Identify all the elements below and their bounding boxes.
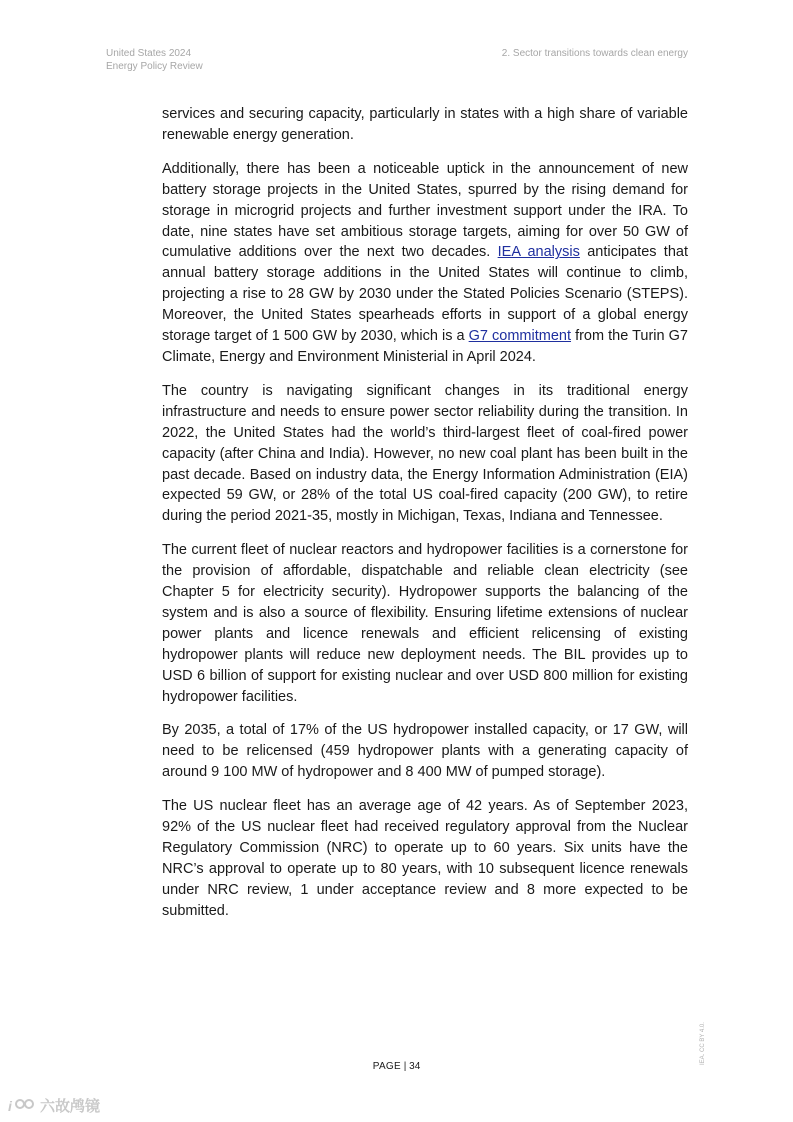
- license-text: IEA. CC BY 4.0.: [700, 1022, 706, 1065]
- watermark-text: 六故鸬镜: [40, 1098, 101, 1115]
- paragraph-4: The current fleet of nuclear reactors and hydropower facilities is a cornerstone for the provision of affordable, dispatchable and reliable clean electricity (see Chapter 5 for electricity security). Hydropower supports the balancing of the system and is also a source of flexibility. Ensuring lifetime extensions of nuclear power plants and licence renewals and efficient relicensing of existing hydropower plants will reduce new deployment needs. The BIL provides up to USD 6 billion of support for existing nuclear and over USD 800 million for existing hydropower facilities.: [162, 542, 688, 705]
- paragraph-3: The country is navigating significant changes in its traditional energy infrastructure and needs to ensure power sector reliability during the transition. In 2022, the United States had the world’s third-largest fleet of coal-fired power capacity (after China and India). However, no new coal plant has been built in the past decade. Based on industry data, the Energy Information Administration (EIA) expected 59 GW, or 28% of the total US coal-fired capacity (200 GW), to retire during the period 2021-35, mostly in Michigan, Texas, Indiana and Tennessee.: [162, 382, 688, 525]
- report-title-line2: Energy Policy Review: [106, 61, 203, 72]
- paragraph-2: [162, 159, 688, 368]
- page-number: 34: [409, 1061, 421, 1072]
- paragraph-1: services and securing capacity, particularly in states with a high share of variable renewable energy generation.: [162, 106, 688, 143]
- page-footer: [0, 1061, 793, 1072]
- watermark: [8, 1095, 100, 1116]
- section-title: 2. Sector transitions towards clean energy: [501, 48, 688, 59]
- paragraph-2-part-3: from the Turin G7 Climate, Energy and Environment Ministerial in April 2024.: [162, 328, 688, 365]
- paragraph-5: By 2035, a total of 17% of the US hydropower installed capacity, or 17 GW, will need to be relicensed (459 hydropower plants with a generating capacity of around 9 100 MW of hydropower and 8 400 MW of pumped storage).: [162, 722, 688, 781]
- paragraph-2-part-2: anticipates that annual battery storage additions in the United States will continue to climb, projecting a rise to 28 GW by 2030 under the Stated Policies Scenario (STEPS). Moreover, the United States spearheads efforts in support of a global energy storage target of 1 500 GW by 2030, which is a: [162, 244, 688, 345]
- paragraph-6: The US nuclear fleet has an average age of 42 years. As of September 2023, 92% of the US nuclear fleet had received regulatory approval from the Nuclear Regulatory Commission (NRC) to operate up to 60 years. Six units have the NRC’s approval to operate up to 80 years, with 10 subsequent licence renewals under NRC review, 1 under acceptance review and 8 more expected to be submitted.: [162, 798, 688, 919]
- g7-commitment-link[interactable]: G7 commitment: [468, 328, 572, 345]
- body-text: [162, 104, 688, 935]
- logo-icon: [8, 1097, 36, 1115]
- report-title: [106, 47, 203, 73]
- page-label: PAGE: [372, 1061, 401, 1072]
- page-separator: |: [400, 1061, 410, 1072]
- paragraph-2-part-1: Additionally, there has been a noticeable uptick in the announcement of new battery storage projects in the United States, spurred by the rising demand for storage in microgrid projects and further investment support under the IRA. To date, nine states have set ambitious storage targets, aiming for over 50 GW of cumulative additions over the next two decades.: [162, 160, 688, 261]
- iea-analysis-link[interactable]: IEA analysis: [497, 244, 580, 261]
- report-title-line1: United States 2024: [106, 48, 192, 59]
- svg-text:i: i: [8, 1097, 12, 1114]
